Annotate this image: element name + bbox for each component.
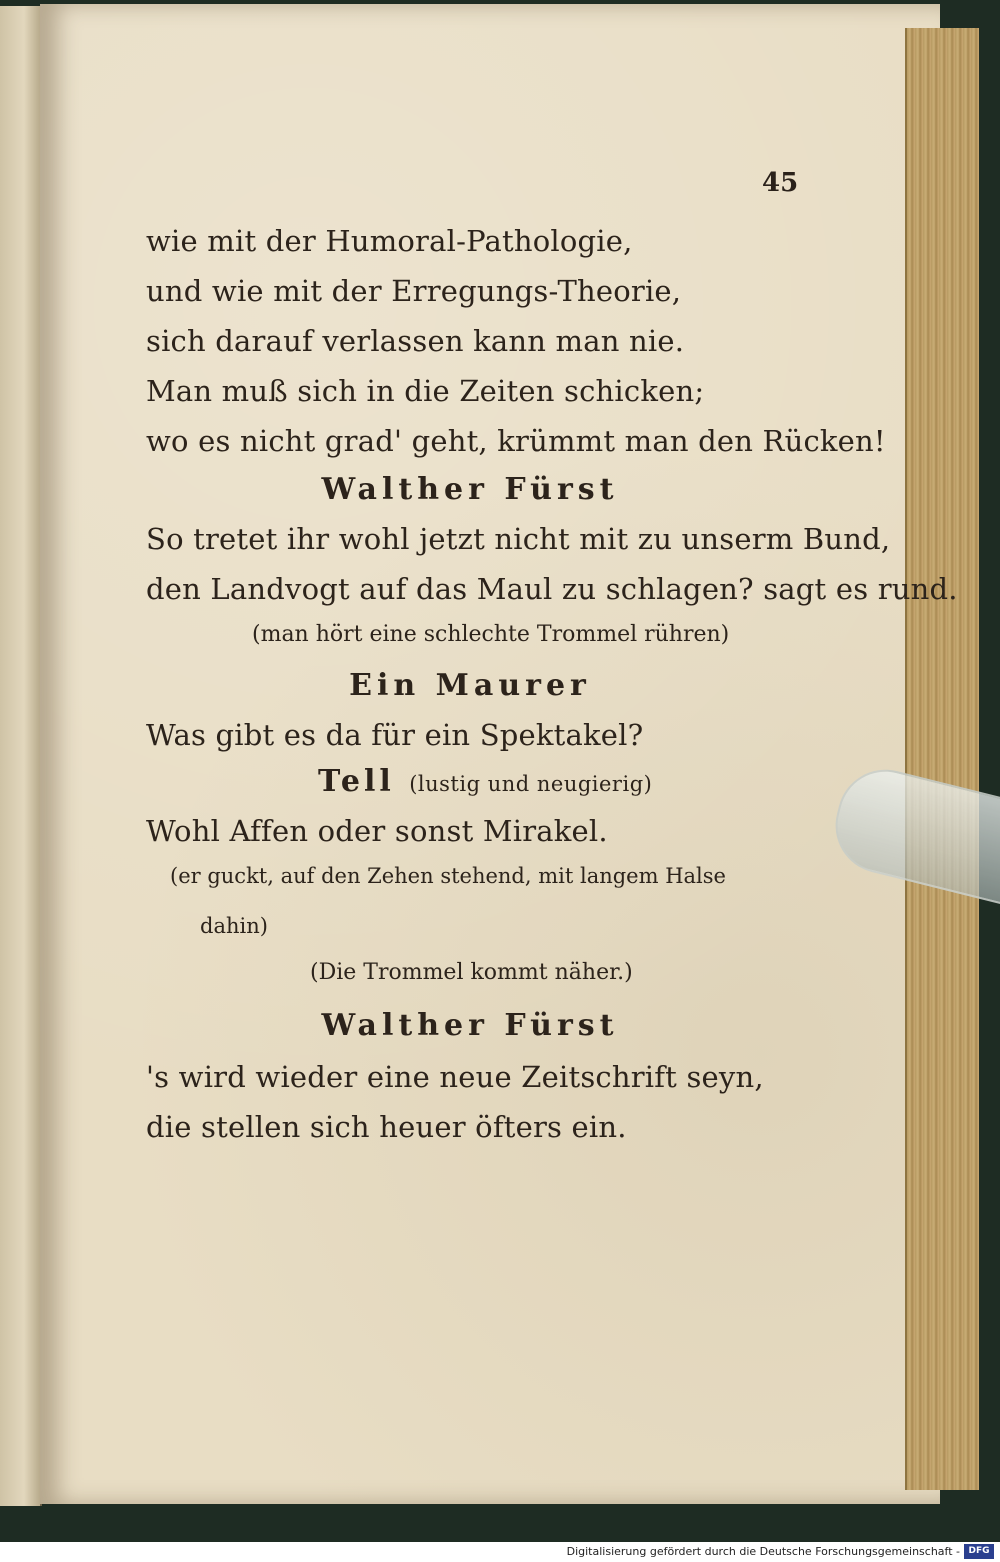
stage-direction: (er guckt, auf den Zehen stehend, mit langem Halse	[170, 864, 726, 888]
verse-line: den Landvogt auf das Maul zu schlagen? sagt es rund.	[146, 572, 958, 606]
stage-direction: (lustig und neugierig)	[409, 772, 653, 796]
stage-direction: (man hört eine schlechte Trommel rühren)	[252, 622, 730, 647]
speaker-name-tell	[318, 764, 652, 799]
page-stack-edge	[905, 28, 979, 1490]
speaker-name: Walther Fürst	[321, 1008, 619, 1043]
stage-direction: (Die Trommel kommt näher.)	[310, 960, 633, 985]
verse-line: Wohl Affen oder sonst Mirakel.	[146, 814, 608, 848]
left-page-edge	[0, 6, 42, 1506]
speaker-name: Ein Maurer	[349, 668, 591, 703]
page-number: 45	[762, 168, 799, 198]
verse-line: Was gibt es da für ein Spektakel?	[146, 718, 644, 752]
footer-credit: Digitalisierung gefördert durch die Deutsche Forschungsgemeinschaft -	[566, 1545, 960, 1558]
speaker-name: Tell	[318, 764, 395, 799]
verse-line: die stellen sich heuer öfters ein.	[146, 1110, 627, 1144]
stage-direction: dahin)	[200, 914, 268, 938]
footer-bar	[0, 1542, 1000, 1562]
verse-line: Man muß sich in die Zeiten schicken;	[146, 374, 705, 408]
verse-line: wo es nicht grad' geht, krümmt man den Rücken!	[146, 424, 886, 458]
verse-line: 's wird wieder eine neue Zeitschrift seyn,	[146, 1060, 764, 1094]
speaker-name: Walther Fürst	[321, 472, 619, 507]
dfg-logo: DFG	[964, 1544, 994, 1559]
verse-line: wie mit der Humoral-Pathologie,	[146, 224, 633, 258]
verse-line: sich darauf verlassen kann man nie.	[146, 324, 685, 358]
verse-line: So tretet ihr wohl jetzt nicht mit zu unserm Bund,	[146, 522, 891, 556]
verse-line: und wie mit der Erregungs-Theorie,	[146, 274, 682, 308]
